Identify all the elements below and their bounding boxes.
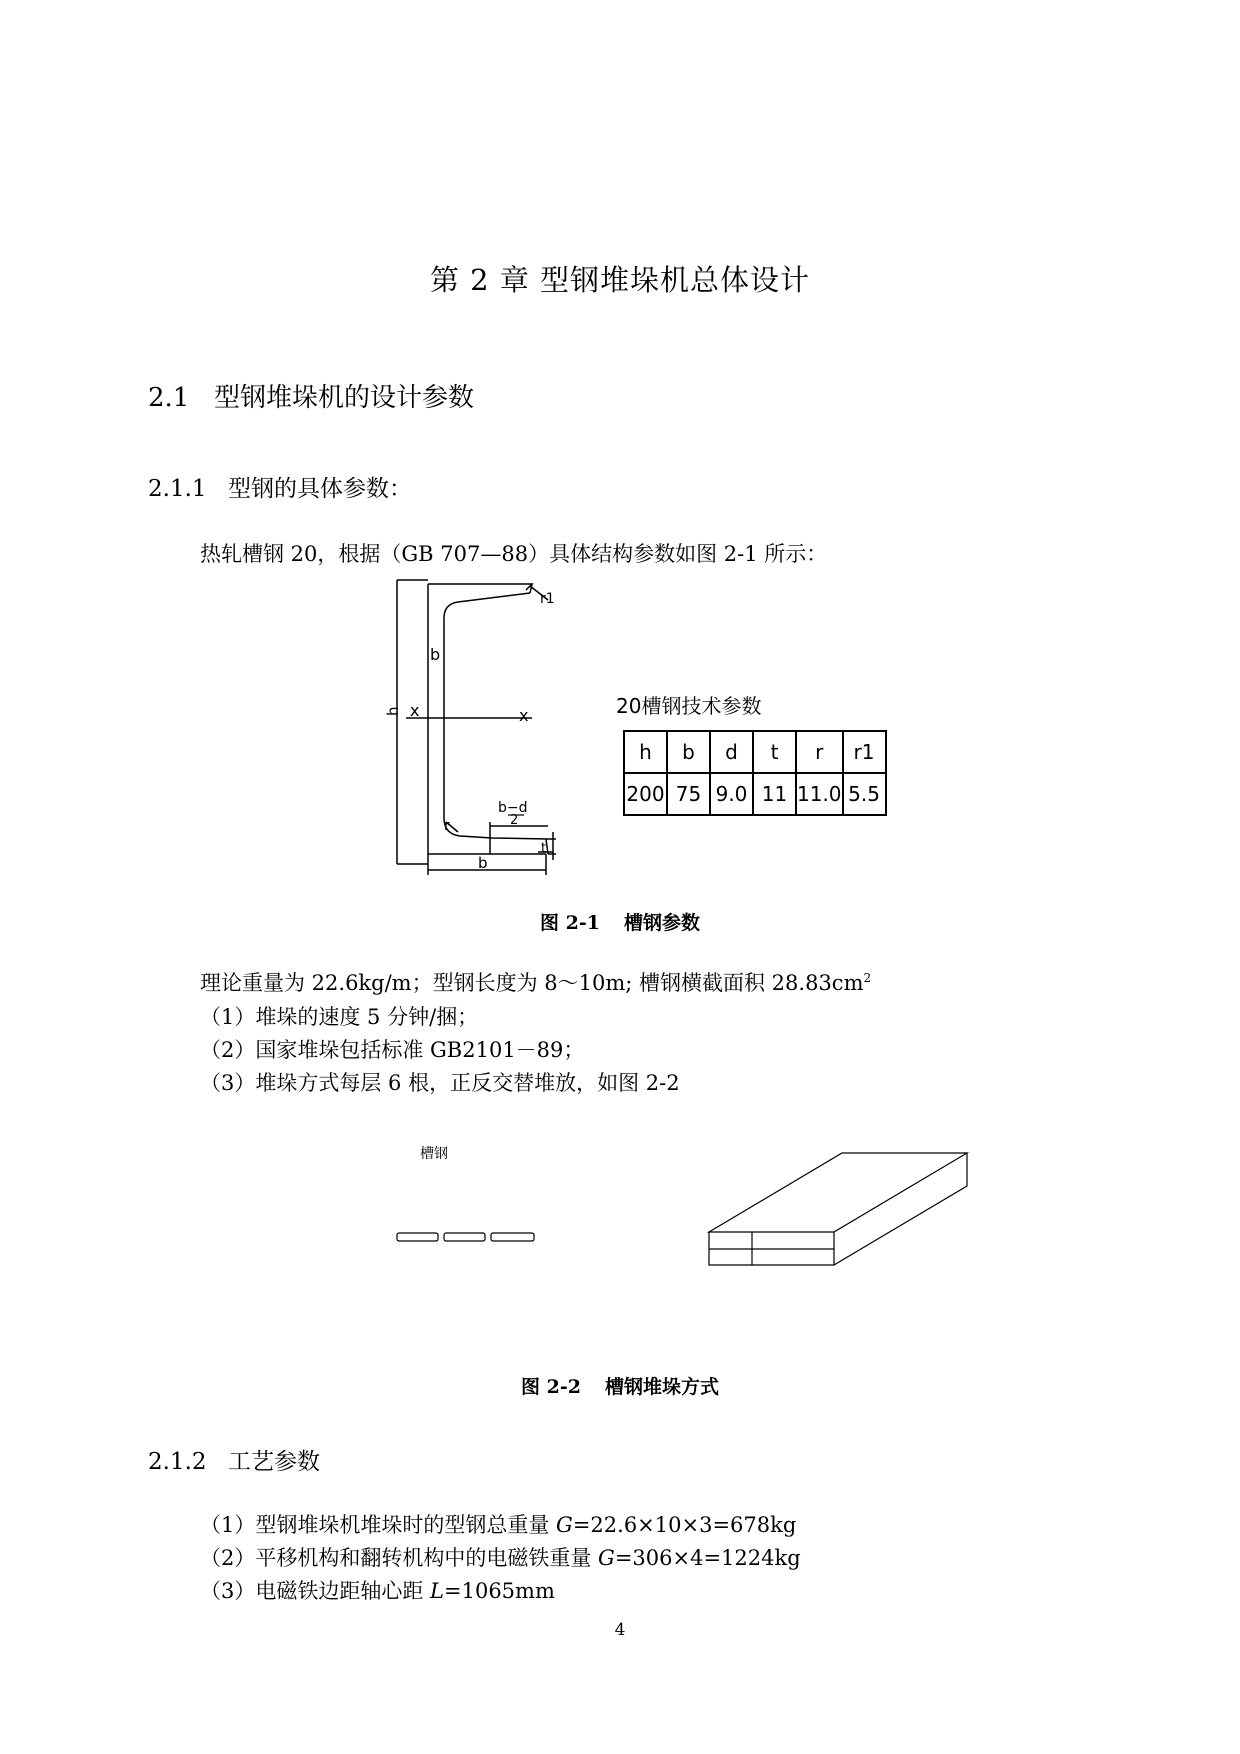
list-item: （1）堆垛的速度 5 分钟/捆； bbox=[200, 1005, 479, 1029]
spec-header-cell: r1 bbox=[843, 731, 886, 773]
list-item bbox=[200, 1509, 796, 1539]
superscript-two: 2 bbox=[863, 971, 872, 985]
list-text: （2）平移机构和翻转机构中的电磁铁重量 bbox=[200, 1546, 599, 1570]
page-number: 4 bbox=[614, 1620, 626, 1640]
list-item bbox=[200, 1575, 555, 1605]
variable: G bbox=[598, 1546, 615, 1570]
spec-value-cell: 9.0 bbox=[710, 773, 753, 815]
variable: L bbox=[430, 1579, 444, 1603]
section-title: 型钢堆垛机的设计参数 bbox=[214, 383, 475, 413]
spec-header-cell: h bbox=[624, 731, 667, 773]
list-text: =22.6×10×3=678kg bbox=[572, 1513, 797, 1537]
label-t: t bbox=[541, 841, 547, 856]
spec-header-cell: t bbox=[753, 731, 796, 773]
label-x-right: x bbox=[519, 706, 529, 725]
channel-cross-section bbox=[491, 1233, 534, 1241]
section-number: 2.1.2 bbox=[148, 1449, 207, 1475]
figure-2-2-caption bbox=[0, 1372, 1240, 1399]
spec-value-cell: 5.5 bbox=[843, 773, 886, 815]
caption-number: 图 2-1 bbox=[540, 912, 600, 934]
list-item: （3）堆垛方式每层 6 根，正反交替堆放，如图 2-2 bbox=[200, 1071, 680, 1095]
label-x-left: x bbox=[410, 701, 420, 720]
weight-text: 理论重量为 22.6kg/m；型钢长度为 8～10m; 槽钢横截面积 28.83cm bbox=[200, 971, 864, 995]
bundle-side-face bbox=[834, 1153, 967, 1265]
chapter-title: 第 2 章 型钢堆垛机总体设计 bbox=[429, 263, 811, 297]
section-number: 2.1 bbox=[148, 383, 190, 413]
spec-header-cell: r bbox=[796, 731, 843, 773]
section-number: 2.1.1 bbox=[148, 476, 207, 502]
caption-title: 槽钢参数 bbox=[623, 912, 700, 934]
list-text: （1）型钢堆垛机堆垛时的型钢总重量 bbox=[200, 1513, 557, 1537]
bundle-top-face bbox=[709, 1153, 967, 1232]
intro-paragraph: 热轧槽钢 20，根据（GB 707—88）具体结构参数如图 2-1 所示： bbox=[200, 542, 828, 566]
spec-table-title: 20槽钢技术参数 bbox=[616, 694, 762, 718]
label-r-bottom: r bbox=[444, 818, 450, 834]
spec-value-cell: 11.0 bbox=[796, 773, 843, 815]
spec-value-cell: 11 bbox=[753, 773, 796, 815]
label-b-minus-d: b−d bbox=[498, 800, 528, 816]
label-b-bottom: b bbox=[478, 854, 488, 872]
channel-cross-section bbox=[397, 1233, 438, 1241]
section-title: 型钢的具体参数： bbox=[228, 476, 412, 502]
section-2-1-2-heading bbox=[148, 1443, 320, 1476]
spec-header-cell: b bbox=[667, 731, 710, 773]
label-b-top: b bbox=[430, 645, 441, 664]
variable: G bbox=[556, 1513, 573, 1537]
channel-cross-section bbox=[444, 1233, 485, 1241]
list-item: （2）国家堆垛包括标准 GB2101－89； bbox=[200, 1038, 585, 1062]
list-item bbox=[200, 1542, 801, 1572]
list-text: =306×4=1224kg bbox=[614, 1546, 801, 1570]
caption-title: 槽钢堆垛方式 bbox=[604, 1376, 719, 1398]
label-two: 2 bbox=[510, 813, 519, 828]
list-text: （3）电磁铁边距轴心距 bbox=[200, 1579, 431, 1603]
list-text: =1065mm bbox=[444, 1579, 555, 1603]
spec-value-cell: 75 bbox=[667, 773, 710, 815]
section-title: 工艺参数 bbox=[228, 1449, 320, 1475]
label-h: h bbox=[384, 706, 402, 716]
stack-label: 槽钢 bbox=[420, 1146, 448, 1162]
label-r1-top: r1 bbox=[540, 591, 555, 607]
spec-value-cell: 200 bbox=[624, 773, 667, 815]
spec-header-cell: d bbox=[710, 731, 753, 773]
caption-number: 图 2-2 bbox=[521, 1376, 581, 1398]
